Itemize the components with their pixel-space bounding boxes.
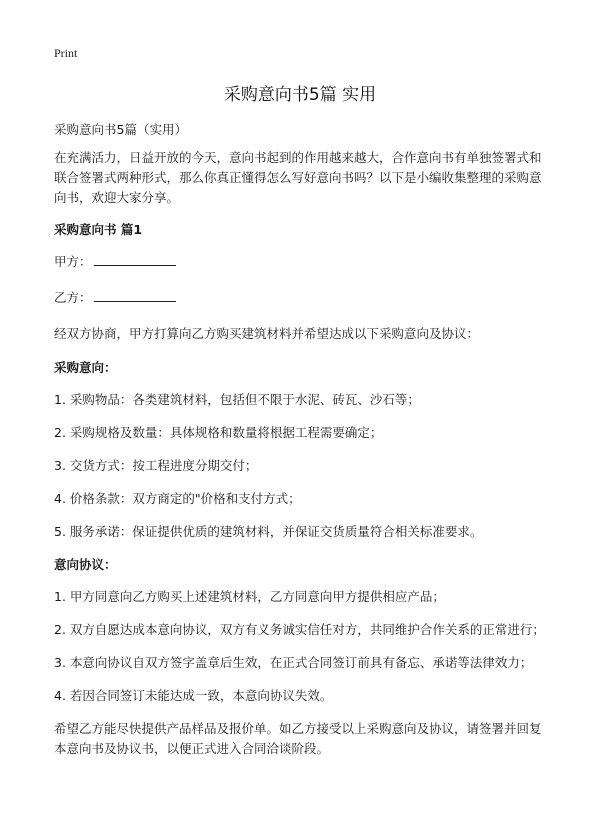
intent-item: 2. 采购规格及数量：具体规格和数量将根据工程需要确定； xyxy=(54,425,383,440)
section-heading: 采购意向书 篇1 xyxy=(54,222,143,237)
agreement-heading: 意向协议： xyxy=(54,557,117,572)
party-b-blank-line xyxy=(94,289,176,302)
party-a-blank-line xyxy=(94,253,176,266)
agreement-item: 2. 双方自愿达成本意向协议，双方有义务诚实信任对方，共同维护合作关系的正常进行； xyxy=(54,622,545,637)
page-title: 采购意向书5篇 实用 xyxy=(223,85,377,105)
intent-item: 1. 采购物品：各类建筑材料，包括但不限于水泥、砖瓦、沙石等； xyxy=(54,392,420,407)
agreement-item: 3. 本意向协议自双方签字盖章后生效，在正式合同签订前具有备忘、承诺等法律效力； xyxy=(54,655,533,670)
party-b-label: 乙方： xyxy=(54,290,92,305)
party-b-row xyxy=(54,288,548,308)
agreement-intro: 经双方协商，甲方打算向乙方购买建筑材料并希望达成以下采购意向及协议： xyxy=(54,326,480,341)
print-link[interactable]: Print xyxy=(54,46,78,60)
intent-item: 4. 价格条款：双方商定的"价格和支付方式； xyxy=(54,491,301,506)
intent-heading: 采购意向： xyxy=(54,360,117,375)
agreement-item: 4. 若因合同签订未能达成一致，本意向协议失效。 xyxy=(54,688,333,703)
party-a-label: 甲方： xyxy=(54,254,92,269)
intent-item: 3. 交货方式：按工程进度分期交付； xyxy=(54,458,258,473)
document-body xyxy=(54,120,548,759)
party-a-row xyxy=(54,252,548,272)
agreement-item: 1. 甲方同意向乙方购买上述建筑材料，乙方同意向甲方提供相应产品； xyxy=(54,589,445,604)
document-subtitle: 采购意向书5篇（实用） xyxy=(54,122,187,137)
intent-item: 5. 服务承诺：保证提供优质的建筑材料，并保证交货质量符合相关标准要求。 xyxy=(54,524,483,539)
intro-paragraph: 在充满活力，日益开放的今天，意向书起到的作用越来越大，合作意向书有单独签署式和联合签署式两种形式，那么你真正懂得怎么写好意向书吗？以下是小编收集整理的采购意向书，欢迎大家分享。 xyxy=(54,150,542,205)
closing-paragraph: 希望乙方能尽快提供产品样品及报价单。如乙方接受以上采购意向及协议，请签署并回复本意向书及协议书，以便正式进入合同洽谈阶段。 xyxy=(54,721,542,756)
